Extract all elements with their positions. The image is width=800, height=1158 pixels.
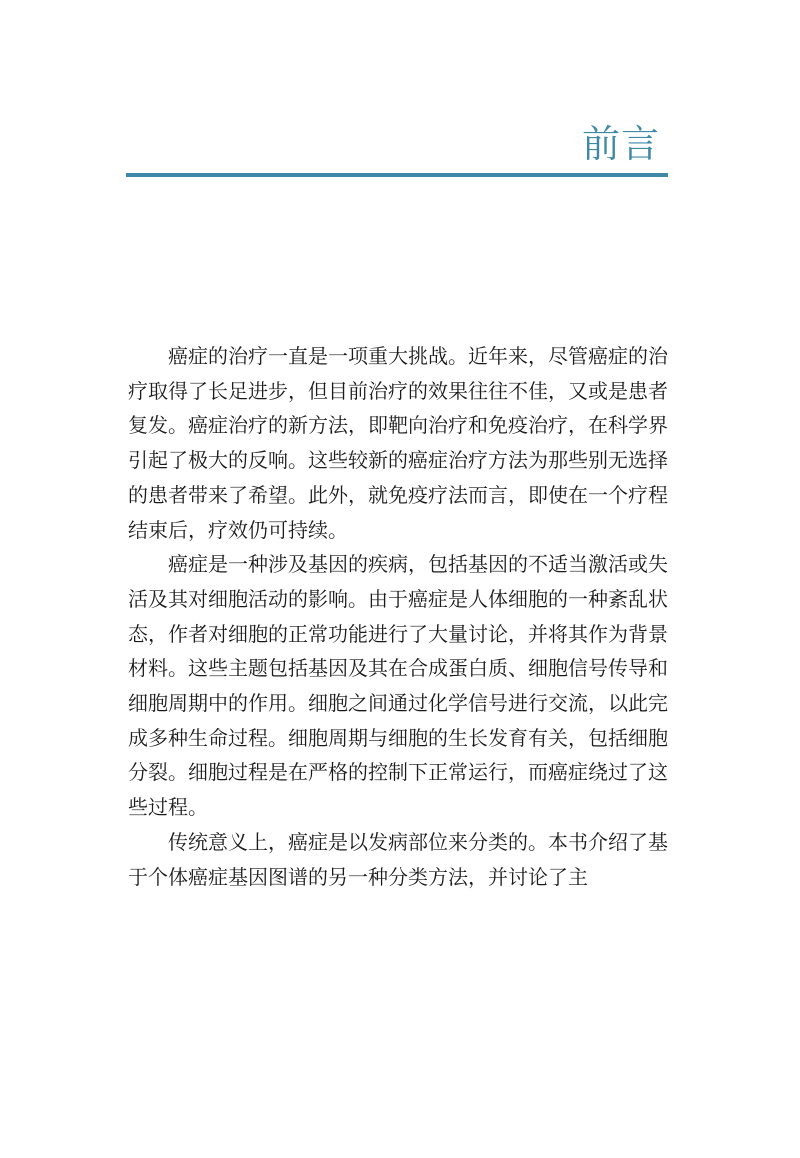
page-title: 前言 (581, 122, 660, 166)
body-text (128, 339, 668, 894)
paragraph-3: 传统意义上，癌症是以发病部位来分类的。本书介绍了基于个体癌症基因图谱的另一种分类方法，并讨论了主 (128, 829, 668, 889)
chapter-heading (126, 118, 668, 180)
heading-underline (126, 173, 668, 177)
paragraph-1: 癌症的治疗一直是一项重大挑战。近年来，尽管癌症的治疗取得了长足进步，但目前治疗的效果往往不佳，又或是患者复发。癌症治疗的新方法，即靶向治疗和免疫治疗，在科学界引起了极大的反响。这些较新的癌症治疗方法为那些别无选择的患者带来了希望。此外，就免疫疗法而言，即使在一个疗程结束后，疗效仍可持续。 (128, 344, 668, 542)
paragraph-2: 癌症是一种涉及基因的疾病，包括基因的不适当激活或失活及其对细胞活动的影响。由于癌症是人体细胞的一种紊乱状态，作者对细胞的正常功能进行了大量讨论，并将其作为背景材料。这些主题包括基因及其在合成蛋白质、细胞信号传导和细胞周期中的作用。细胞之间通过化学信号进行交流，以此完成多种生命过程。细胞周期与细胞的生长发育有关，包括细胞分裂。细胞过程是在严格的控制下正常运行，而癌症绕过了这些过程。 (128, 552, 668, 820)
